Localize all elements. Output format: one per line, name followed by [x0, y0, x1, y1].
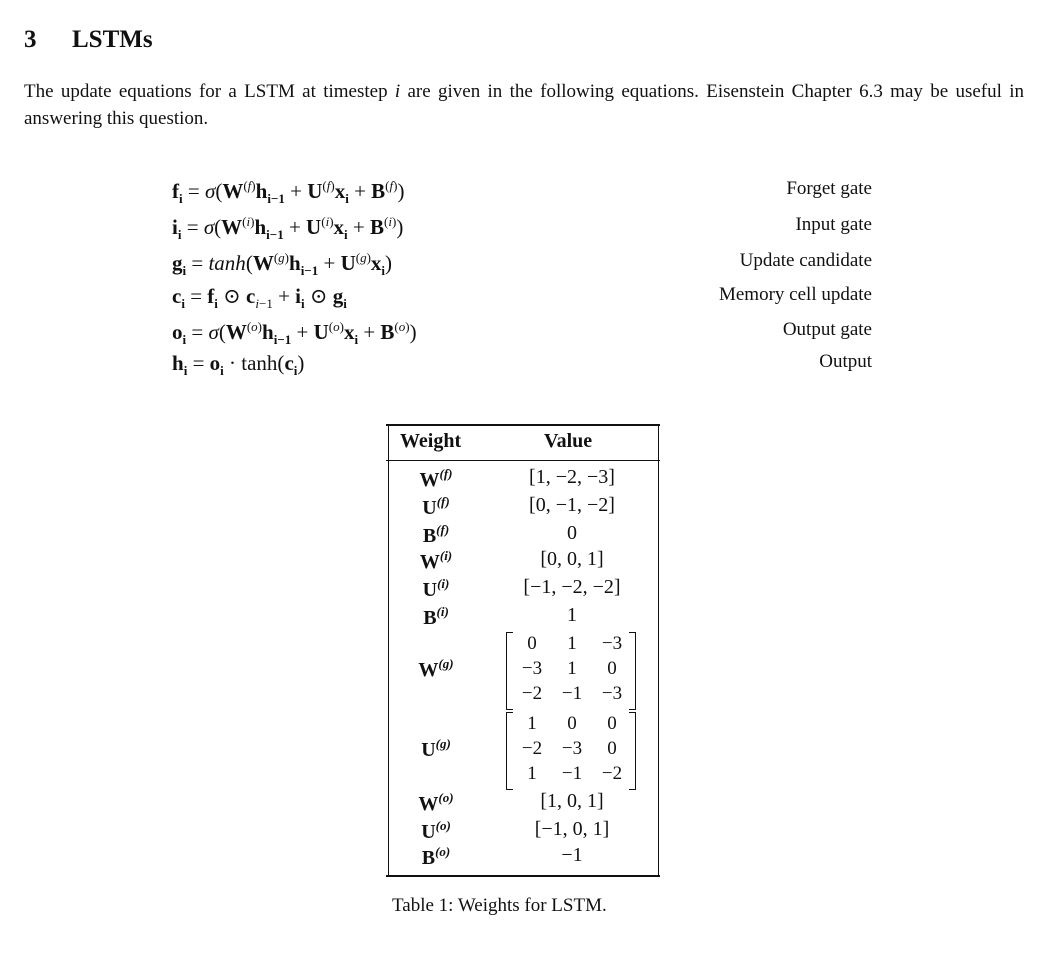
table-rule-top [386, 424, 660, 426]
table-rule-mid [386, 460, 660, 461]
table-row: $U^{(f)}$ [0, −1, −2] [422, 494, 615, 519]
section-number: 3 [24, 26, 37, 53]
matrix-u-g: 1 0 0 −2 −3 0 1 −1 −2 [506, 712, 636, 788]
eq-label: Output [819, 351, 872, 372]
table-row: $W^{(f)}$ [1, −2, −3] [419, 466, 615, 491]
equation-forget-gate: $f_i = \sigma(W^{(f)}h_{i-1} + U^{(f)}x_i + B^{(f)})$ Forget gate [172, 178, 872, 206]
eq-label: Memory cell update [718, 284, 872, 305]
table-row: $B^{(f)}$ 0 [422, 522, 577, 547]
equation-output: $h_i = o_i \cdot \tanh(c_i)$ Output [172, 351, 872, 378]
table-row: $U^{(o)}$ [−1, 0, 1] [421, 818, 610, 843]
section-title: LSTMs [72, 26, 153, 53]
section-heading [24, 26, 153, 54]
matrix-w-g: 0 1 −3 −3 1 0 −2 −1 −3 [506, 632, 636, 708]
equation-input-gate: $i_i = \sigma(W^{(i)}h_{i-1} + U^{(i)}x_i + B^{(i)})$ Input gate [172, 214, 872, 242]
table-header-value: Value [544, 430, 593, 452]
table-rule-bottom [386, 875, 660, 877]
table-row: $U^{(g)}$ [421, 736, 451, 761]
intro-var: i [394, 81, 401, 102]
table-row: $B^{(o)}$ −1 [421, 844, 583, 869]
eq-label: Input gate [795, 214, 872, 235]
equation-update-candidate: $g_i = \tanh(W^{(g)}h_{i-1} + U^{(g)}x_i)$ Update candidate [172, 250, 872, 278]
table-row: $W^{(g)}$ [418, 656, 454, 681]
table-caption: Table 1: Weights for LSTM. [392, 895, 607, 916]
table-row: $W^{(i)}$ [0, 0, 1] [419, 548, 604, 573]
eq-label: Update candidate [739, 250, 872, 271]
eq-lhs: $f_i$ [172, 179, 183, 206]
equation-output-gate: $o_i = \sigma(W^{(o)}h_{i-1} + U^{(o)}x_i + B^{(o)})$ Output gate [172, 319, 872, 347]
table-row: $W^{(o)}$ [1, 0, 1] [418, 790, 604, 815]
eq-label: Output gate [782, 319, 872, 340]
intro-text-2: are given in the following equations. Eisenstein Chapter 6.3 may be useful in answering this question. [24, 81, 1024, 129]
table-header-weight: Weight [400, 430, 462, 452]
equation-memory-cell: $c_i = f_i$ ⊙ $c_{i-1} + i_i$ ⊙ $g_i$ Memory cell update [172, 284, 872, 311]
eq-label: Forget gate [786, 178, 872, 199]
table-row: $U^{(i)}$ [−1, −2, −2] [422, 576, 621, 601]
intro-paragraph [24, 78, 1024, 132]
intro-text-1: The update equations for a LSTM at timestep [24, 81, 395, 102]
table-row: $B^{(i)}$ 1 [423, 604, 577, 629]
